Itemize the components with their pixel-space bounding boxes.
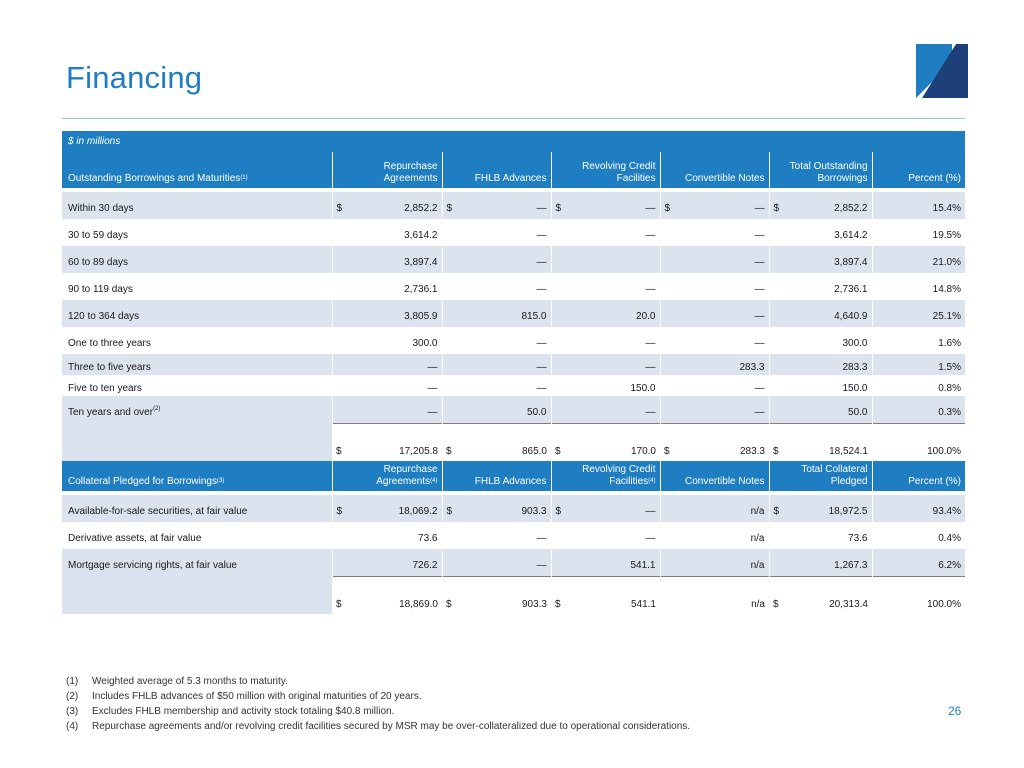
total-collateral: 20,313.4 [781, 576, 872, 614]
cell-revolving: — [563, 396, 660, 423]
row-label: Available-for-sale securities, at fair value [62, 495, 332, 522]
cell-repurchase: 3,805.9 [344, 300, 442, 327]
dollar-sign: $ [551, 576, 563, 614]
cell-repurchase: 3,614.2 [404, 230, 438, 241]
cell-convertible: 283.3 [672, 354, 769, 375]
row-label: Mortgage servicing rights, at fair value [62, 549, 332, 576]
row-label: Five to ten years [68, 383, 142, 394]
cell-convertible: — [672, 300, 769, 327]
units-label: $ in millions [62, 131, 965, 152]
total-fhlb: 865.0 [454, 423, 551, 461]
table-row [62, 549, 965, 576]
row-label: Within 30 days [62, 192, 332, 219]
cell-fhlb: — [536, 338, 547, 349]
table-row [62, 375, 965, 396]
cell-convertible: — [754, 383, 765, 394]
row-label: Derivative assets, at fair value [68, 533, 202, 544]
row-label: 120 to 364 days [62, 300, 332, 327]
cell-repurchase: 2,852.2 [344, 192, 442, 219]
cell-fhlb: 903.3 [454, 495, 551, 522]
footnote: (2) Includes FHLB advances of $50 million with original maturities of 20 years. [66, 691, 422, 702]
header-fhlb: FHLB Advances [442, 461, 551, 491]
total-revolving: 541.1 [563, 576, 660, 614]
cell-total: 2,736.1 [834, 284, 868, 295]
row-label: 30 to 59 days [68, 230, 129, 241]
cell-revolving: — [645, 284, 656, 295]
cell-repurchase: 3,897.4 [344, 246, 442, 273]
cell-repurchase: 73.6 [418, 533, 438, 544]
cell-repurchase: 2,736.1 [404, 284, 438, 295]
cell-fhlb: — [536, 284, 547, 295]
units-row [62, 131, 965, 152]
cell-fhlb: — [454, 354, 551, 375]
cell-convertible: — [754, 338, 765, 349]
total-percent: 100.0% [872, 576, 965, 614]
cell-percent: 6.2% [872, 549, 965, 576]
header-repurchase: Repurchase Agreements [332, 152, 442, 188]
cell-total: 300.0 [842, 338, 868, 349]
cell-percent: 93.4% [872, 495, 965, 522]
cell-fhlb: — [536, 383, 547, 394]
cell-repurchase: 18,069.2 [344, 495, 442, 522]
table-row [62, 327, 965, 354]
cell-fhlb: — [454, 246, 551, 273]
header-total: Total Collateral Pledged [769, 461, 872, 491]
cell-percent: 15.4% [872, 192, 965, 219]
header-percent: Percent (%) [872, 152, 965, 188]
cell-fhlb: — [536, 230, 547, 241]
header-repurchase: Repurchase Agreements$^{(4)}$ [332, 461, 442, 491]
collateral-total-row [62, 576, 965, 614]
cell-convertible: — [754, 230, 765, 241]
footnotes [66, 674, 690, 734]
dollar-sign: $ [442, 192, 454, 219]
cell-revolving: — [563, 192, 660, 219]
cell-repurchase: 300.0 [412, 338, 438, 349]
cell-fhlb: — [454, 549, 551, 576]
cell-total: 2,852.2 [781, 192, 872, 219]
slide-title: Financing [66, 60, 203, 95]
cell-revolving [563, 246, 660, 273]
cell-convertible: — [754, 284, 765, 295]
cell-percent: 25.1% [872, 300, 965, 327]
dollar-sign: $ [551, 423, 563, 461]
cell-revolving: — [563, 354, 660, 375]
cell-fhlb: 815.0 [454, 300, 551, 327]
total-revolving: 170.0 [563, 423, 660, 461]
cell-convertible: — [672, 246, 769, 273]
cell-total: 73.6 [848, 533, 868, 544]
cell-fhlb: — [454, 192, 551, 219]
page-number: 26 [948, 704, 962, 718]
footnote: (1) Weighted average of 5.3 months to maturity. [66, 676, 288, 687]
table-row [62, 495, 965, 522]
cell-percent: 19.5% [872, 219, 965, 246]
borrowings-total-row [62, 423, 965, 461]
dollar-sign: $ [332, 192, 344, 219]
title-divider [62, 118, 965, 119]
dollar-sign: $ [769, 423, 781, 461]
cell-convertible: n/a [672, 495, 769, 522]
total-convertible: n/a [672, 576, 769, 614]
cell-fhlb: — [536, 533, 547, 544]
dollar-sign: $ [769, 576, 781, 614]
table-row [62, 246, 965, 273]
borrowings-header [62, 152, 965, 188]
cell-repurchase: 726.2 [344, 549, 442, 576]
cell-total: 1,267.3 [781, 549, 872, 576]
row-label: 60 to 89 days [62, 246, 332, 273]
dollar-sign: $ [769, 192, 781, 219]
cell-convertible: n/a [750, 533, 765, 544]
cell-revolving: 150.0 [630, 383, 656, 394]
cell-repurchase: — [427, 383, 438, 394]
cell-total: 50.0 [781, 396, 872, 423]
dollar-sign: $ [332, 495, 344, 522]
dollar-sign: $ [551, 192, 563, 219]
header-total: Total Outstanding Borrowings [769, 152, 872, 188]
cell-convertible: n/a [672, 549, 769, 576]
table-row [62, 354, 965, 375]
cell-percent: 0.8% [872, 375, 965, 396]
footnote: (4) Repurchase agreements and/or revolving credit facilities secured by MSR may be over-collateralized due to operational considerations. [66, 721, 691, 732]
row-label: Three to five years [62, 354, 332, 375]
cell-repurchase: — [344, 396, 442, 423]
cell-percent: 0.3% [872, 396, 965, 423]
total-fhlb: 903.3 [454, 576, 551, 614]
cell-revolving: 541.1 [563, 549, 660, 576]
row-label: Ten years and over$^{(2)}$ [62, 396, 332, 423]
company-logo-icon [912, 42, 968, 98]
dollar-sign: $ [660, 192, 672, 219]
cell-percent: 0.4% [872, 522, 965, 549]
dollar-sign: $ [442, 576, 454, 614]
dollar-sign: $ [551, 495, 563, 522]
dollar-sign: $ [769, 495, 781, 522]
cell-revolving: — [645, 533, 656, 544]
dollar-sign: $ [442, 495, 454, 522]
table-row [62, 219, 965, 246]
row-label: 90 to 119 days [68, 284, 133, 295]
footnote: (3) Excludes FHLB membership and activity stock totaling $40.8 million. [66, 706, 395, 717]
cell-percent: 1.5% [872, 354, 965, 375]
dollar-sign: $ [660, 423, 672, 461]
table-row [62, 300, 965, 327]
total-percent: 100.0% [872, 423, 965, 461]
cell-percent: 21.0% [872, 246, 965, 273]
cell-total: 283.3 [781, 354, 872, 375]
cell-convertible: — [672, 396, 769, 423]
header-convertible: Convertible Notes [660, 152, 769, 188]
header-percent: Percent (%) [872, 461, 965, 491]
collateral-header-label: Collateral Pledged for Borrowings$^{(3)}$ [62, 461, 332, 491]
header-convertible: Convertible Notes [660, 461, 769, 491]
borrowings-header-label: Outstanding Borrowings and Maturities$^{(1)}$ [62, 152, 332, 188]
cell-revolving: — [645, 230, 656, 241]
dollar-sign: $ [332, 423, 344, 461]
cell-revolving: — [563, 495, 660, 522]
table-row [62, 396, 965, 423]
total-borrowings: 18,524.1 [781, 423, 872, 461]
cell-total: 3,614.2 [834, 230, 868, 241]
cell-percent: 1.6% [872, 327, 965, 354]
cell-convertible: — [672, 192, 769, 219]
table-row [62, 273, 965, 300]
header-fhlb: FHLB Advances [442, 152, 551, 188]
header-revolving: Revolving Credit Facilities$^{(4)}$ [551, 461, 660, 491]
table-row [62, 192, 965, 219]
row-label: One to three years [68, 338, 151, 349]
cell-total: 4,640.9 [781, 300, 872, 327]
cell-total: 18,972.5 [781, 495, 872, 522]
total-repurchase: 18,869.0 [344, 576, 442, 614]
cell-repurchase: — [344, 354, 442, 375]
financing-table [62, 131, 965, 614]
table-row [62, 522, 965, 549]
cell-revolving: — [645, 338, 656, 349]
cell-fhlb: 50.0 [454, 396, 551, 423]
collateral-header [62, 461, 965, 491]
total-repurchase: 17,205.8 [344, 423, 442, 461]
header-revolving: Revolving Credit Facilities [551, 152, 660, 188]
dollar-sign: $ [332, 576, 344, 614]
cell-total: 3,897.4 [781, 246, 872, 273]
cell-percent: 14.8% [872, 273, 965, 300]
cell-total: 150.0 [842, 383, 868, 394]
dollar-sign: $ [442, 423, 454, 461]
cell-revolving: 20.0 [563, 300, 660, 327]
total-convertible: 283.3 [672, 423, 769, 461]
